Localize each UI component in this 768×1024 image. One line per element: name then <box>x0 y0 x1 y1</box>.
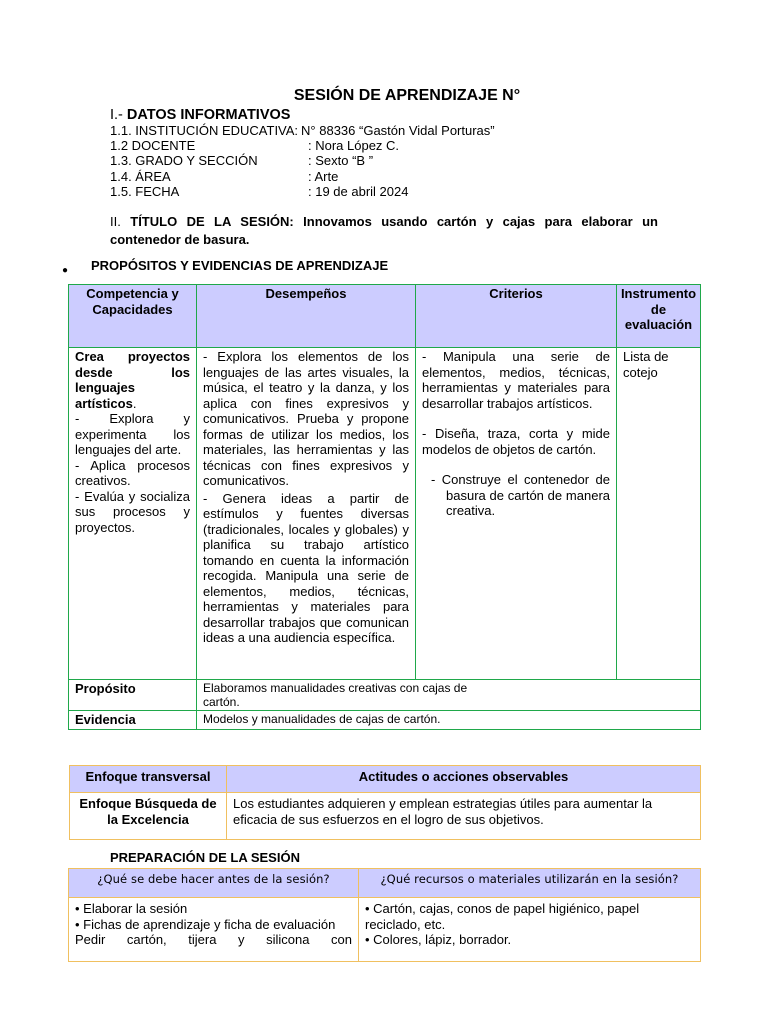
competencia-item: - Aplica procesos creativos. <box>75 457 190 488</box>
header-desempenos: Desempeños <box>197 285 416 348</box>
desempeno-item: - Explora los elementos de los lenguajes de las artes visuales, la música, el teatro y la danza, y los aplica con fines expresivos y comunicativos. Prueba y propone formas de utilizar los medios, los materiales, las herramientas y las técnicas con fines expresivos y comunicativos. <box>203 349 409 488</box>
session-title-label: TÍTULO DE LA SESIÓN: <box>130 214 294 229</box>
purposes-heading: PROPÓSITOS Y EVIDENCIAS DE APRENDIZAJE <box>91 258 389 273</box>
purposes-content-row <box>69 348 701 680</box>
evidencia-text: Modelos y manualidades de cajas de cartón. <box>197 711 701 730</box>
purposes-table <box>68 284 701 730</box>
preparacion-heading: PREPARACIÓN DE LA SESIÓN <box>110 850 300 865</box>
proposito-text: Elaboramos manualidades creativas con cajas de cartón. <box>197 680 701 711</box>
session-title-text: Innovamos usando cartón y cajas para elaborar un contenedor de basura. <box>110 214 658 247</box>
antes-item: • Fichas de aprendizaje y ficha de evaluación <box>75 916 336 932</box>
criterios-cell <box>416 348 617 680</box>
preparacion-header-row <box>69 869 701 898</box>
header-recursos: ¿Qué recursos o materiales utilizarán en la sesión? <box>359 869 701 898</box>
competencia-title: Crea proyectos desde los lenguajes artísticos <box>75 349 190 411</box>
section-heading: DATOS INFORMATIVOS <box>126 107 291 123</box>
header-actitudes: Actitudes o acciones observables <box>227 766 701 793</box>
antes-item: • Elaborar la sesión <box>75 901 188 916</box>
info-row-area <box>110 169 510 185</box>
header-competencia: Competencia y Capacidades <box>69 285 197 348</box>
info-label: 1.2 DOCENTE <box>110 138 196 153</box>
header-antes: ¿Qué se debe hacer antes de la sesión? <box>69 869 359 898</box>
proposito-row <box>69 680 701 711</box>
instrumento-cell: Lista de cotejo <box>617 348 701 680</box>
antes-cell <box>69 898 359 962</box>
header-enfoque: Enfoque transversal <box>70 766 227 793</box>
antes-item: Pedir cartón, tijera y silicona con <box>75 932 352 947</box>
info-value: : 19 de abril 2024 <box>308 184 409 199</box>
info-value: : Nora López C. <box>308 138 400 153</box>
info-row-docente <box>110 138 510 154</box>
competencia-cell <box>69 348 197 680</box>
competencia-title-end: . <box>132 395 137 411</box>
info-row-institucion <box>110 123 495 139</box>
enfoque-name: Enfoque Búsqueda de la Excelencia <box>70 793 227 840</box>
proposito-label: Propósito <box>69 680 197 711</box>
evidencia-label: Evidencia <box>69 711 197 730</box>
preparacion-row <box>69 898 701 962</box>
page-title: SESIÓN DE APRENDIZAJE N° <box>293 87 521 104</box>
session-title-number: II. <box>110 214 131 229</box>
info-row-grado <box>110 153 510 169</box>
preparacion-table <box>68 868 701 962</box>
evidencia-row <box>69 711 701 730</box>
info-row-fecha <box>110 184 510 200</box>
info-value: : Arte <box>308 169 339 184</box>
purposes-header-row <box>69 285 701 348</box>
competencia-item: - Evalúa y socializa sus procesos y proyectos. <box>75 488 190 535</box>
bullet-icon: ● <box>62 265 69 276</box>
recurso-item: • Cartón, cajas, conos de papel higiénico, papel reciclado, etc. <box>365 901 640 932</box>
info-label: 1.1. INSTITUCIÓN EDUCATIVA: <box>110 123 299 138</box>
info-label: 1.4. ÁREA <box>110 169 171 184</box>
recurso-item: • Colores, lápiz, borrador. <box>365 932 512 947</box>
header-criterios: Criterios <box>416 285 617 348</box>
enfoque-header-row <box>70 766 701 793</box>
enfoque-table <box>69 765 701 840</box>
desempeno-item: - Genera ideas a partir de estímulos y fuentes diversas (tradicionales, locales y globales) y planifica su trabajo artístico tomando en cuenta la información recogida. Manipula una serie de elementos, medios, técnicas, herramientas y materiales para desarrollar trabajos que comunican ideas a una audiencia específica. <box>203 490 409 645</box>
recursos-cell <box>359 898 701 962</box>
desempenos-cell <box>197 348 416 680</box>
section-number: I.- <box>110 107 127 123</box>
competencia-item: - Explora y experimenta los lenguajes del arte. <box>75 411 190 457</box>
session-title <box>110 213 658 249</box>
enfoque-row <box>70 793 701 840</box>
info-label: 1.5. FECHA <box>110 184 180 199</box>
criterio-item: - Construye el contenedor de basura de cartón de manera creativa. <box>431 472 610 518</box>
criterio-item: - Diseña, traza, corta y mide modelos de objetos de cartón. <box>422 426 610 457</box>
info-value: : Sexto “B ” <box>308 153 374 168</box>
info-value: N° 88336 “Gastón Vidal Porturas” <box>301 123 495 138</box>
section-datos-informativos <box>110 106 290 124</box>
header-instrumento: Instrumento de evaluación <box>617 285 701 348</box>
criterio-item: - Manipula una serie de elementos, medios, técnicas, herramientas y materiales para desarrollar trabajos artísticos. <box>422 349 610 411</box>
info-label: 1.3. GRADO Y SECCIÓN <box>110 153 258 168</box>
enfoque-text: Los estudiantes adquieren y emplean estrategias útiles para aumentar la eficacia de sus esfuerzos en el logro de sus objetivos. <box>227 793 701 840</box>
